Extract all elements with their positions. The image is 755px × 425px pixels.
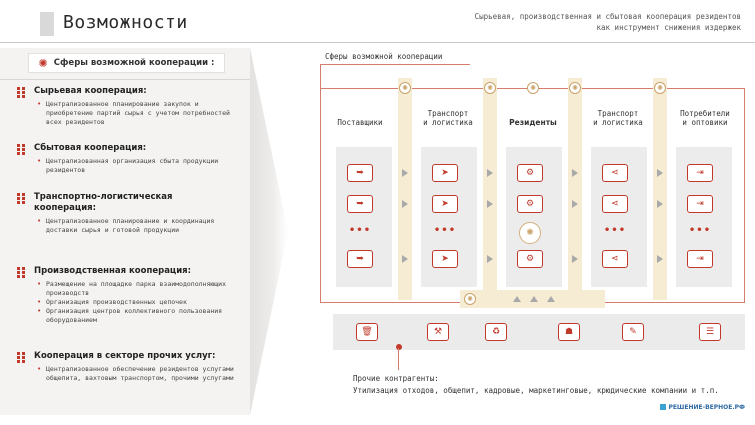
edit-icon[interactable]: ✎ — [622, 323, 644, 341]
flow-arrow — [572, 255, 578, 263]
more-dots: ••• — [603, 225, 627, 236]
sign-in-icon[interactable]: ⇥ — [687, 250, 713, 268]
gear-icon: ✺ — [484, 82, 496, 94]
share-icon[interactable]: ⋖ — [602, 250, 628, 268]
export-icon[interactable]: ➥ — [347, 250, 373, 268]
connector-column — [653, 78, 667, 300]
page-subtitle — [451, 11, 741, 33]
connector-column — [568, 78, 582, 300]
gear-icon: ✺ — [569, 82, 581, 94]
export-icon[interactable]: ➥ — [347, 195, 373, 213]
gear-icon: ✺ — [654, 82, 666, 94]
category-title: Сырьевая кооперация: — [34, 86, 147, 96]
trash-icon[interactable]: 🗑 — [356, 323, 378, 341]
diagram-label: Сферы возможной кооперации — [325, 52, 443, 61]
flow-arrow — [657, 255, 663, 263]
up-arrow — [513, 296, 521, 302]
header-divider — [0, 42, 755, 43]
panel-header — [28, 53, 225, 73]
connector-column — [398, 78, 412, 300]
bracket-line — [320, 64, 470, 65]
bracket-line — [398, 348, 399, 370]
gear-icon: ✺ — [527, 82, 539, 94]
stage-label-suppliers: Поставщики — [337, 118, 383, 127]
bracket-line — [320, 88, 321, 302]
flow-arrow — [487, 169, 493, 177]
flow-arrow — [572, 200, 578, 208]
recycle-icon[interactable]: ♻ — [485, 323, 507, 341]
category-item: • Централизованное планирование закупок и приобретение партий сырья с учетом потребностей всех резидентов — [0, 100, 250, 127]
flow-arrow — [402, 169, 408, 177]
stage-label-transport: Транспорт и логистика — [423, 109, 473, 127]
gears-icon[interactable]: ⚙ — [517, 195, 543, 213]
category-item: • Централизованное обеспечение резидентов услугами общепита, вахтовым транспортом, прочими услугами — [0, 365, 250, 383]
page-title: Возможности — [63, 12, 188, 33]
category-item: • Организация центров коллективного пользования оборудованием — [0, 307, 250, 325]
gear-icon: ✺ — [38, 56, 48, 70]
category-title: Кооперация в секторе прочих услуг: — [34, 351, 216, 361]
sign-in-icon[interactable]: ⇥ — [687, 195, 713, 213]
panel-pointer-shape — [250, 48, 288, 415]
wrench-icon[interactable]: ⚒ — [427, 323, 449, 341]
flow-arrow — [657, 169, 663, 177]
category-production — [0, 266, 250, 325]
cooperation-spheres-panel — [0, 48, 250, 415]
bracket-line — [744, 88, 745, 302]
title-accent-block — [40, 12, 54, 36]
other-counterparties-text: Утилизация отходов, общепит, кадровые, маркетинговые, крюдические компании и т.п. — [353, 386, 719, 395]
bracket-line — [320, 64, 321, 88]
flow-arrow — [402, 200, 408, 208]
up-arrow — [530, 296, 538, 302]
others-marker — [396, 344, 402, 350]
category-item: • Организация производственных цепочек — [0, 298, 250, 307]
export-icon[interactable]: ➥ — [347, 164, 373, 182]
share-icon[interactable]: ⋖ — [602, 195, 628, 213]
category-title: Сбытовая кооперация: — [34, 143, 147, 153]
gears-icon[interactable]: ⚙ — [517, 164, 543, 182]
stage-label-consumers: Потребители и оптовики — [680, 109, 730, 127]
category-item: • Централизованная организация сбыта продукции резидентов — [0, 157, 250, 175]
flow-arrow — [657, 200, 663, 208]
subtitle-line-1: Сырьевая, производственная и сбытовая кооперация резидентов — [474, 12, 741, 21]
navigation-arrow-icon[interactable]: ➤ — [432, 195, 458, 213]
category-other-services — [0, 351, 250, 383]
connector-column — [483, 78, 497, 300]
stage-label-residents: Резиденты — [509, 118, 557, 127]
category-title: Производственная кооперация: — [34, 266, 192, 276]
category-sales — [0, 143, 250, 175]
subtitle-line-2: как инструмент снижения издержек — [596, 23, 741, 32]
category-item: • Централизованное планирование и координация доставки сырья и готовой продукции — [0, 217, 250, 235]
gear-icon: ✺ — [399, 82, 411, 94]
category-title: Транспортно-логистическая кооперация: — [34, 192, 173, 213]
navigation-arrow-icon[interactable]: ➤ — [432, 164, 458, 182]
other-counterparties-title: Прочие контрагенты: — [353, 374, 439, 383]
other-services-panel — [333, 314, 745, 350]
navigation-arrow-icon[interactable]: ➤ — [432, 250, 458, 268]
category-item: • Размещение на площадке парка взаимодополняющих производств — [0, 280, 250, 298]
brand-logo[interactable]: РЕШЕНИЕ-ВЕРНОЕ.РФ — [660, 404, 745, 411]
gears-icon[interactable]: ⚙ — [517, 250, 543, 268]
category-logistics — [0, 192, 250, 235]
gear-icon: ✺ — [464, 293, 476, 305]
flow-arrow — [402, 255, 408, 263]
share-icon[interactable]: ⋖ — [602, 164, 628, 182]
panel-divider — [0, 79, 250, 80]
sign-in-icon[interactable]: ⇥ — [687, 164, 713, 182]
sliders-icon[interactable]: ☰ — [699, 323, 721, 341]
more-dots: ••• — [348, 225, 372, 236]
more-dots: ••• — [433, 225, 457, 236]
person-icon[interactable]: ☗ — [558, 323, 580, 341]
gear-ring-icon: ✺ — [519, 222, 541, 244]
flow-arrow — [487, 200, 493, 208]
more-dots: ••• — [688, 225, 712, 236]
up-arrow — [547, 296, 555, 302]
stage-label-logistics: Транспорт и логистика — [593, 109, 643, 127]
panel-title: Сферы возможной кооперации : — [53, 58, 215, 68]
flow-arrow — [487, 255, 493, 263]
flow-arrow — [572, 169, 578, 177]
cooperation-diagram — [300, 48, 755, 425]
category-raw — [0, 86, 250, 127]
